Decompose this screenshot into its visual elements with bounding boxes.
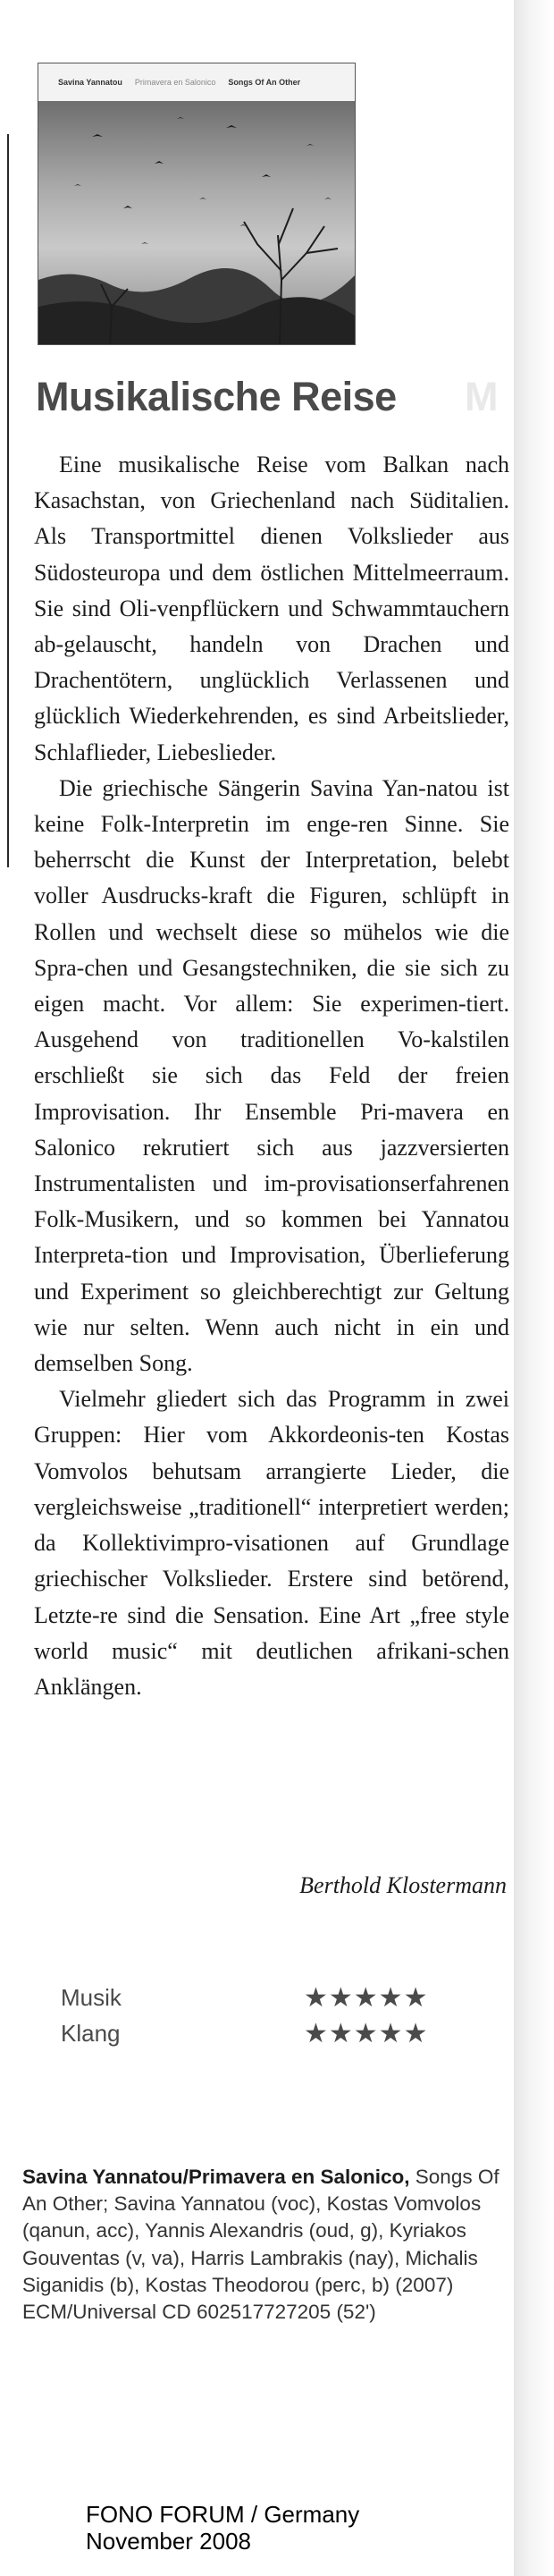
cover-title-strip <box>38 63 355 101</box>
left-margin-rule <box>7 134 9 867</box>
rating-label-klang: Klang <box>61 2019 121 2047</box>
footer-date: November 2008 <box>86 2528 251 2555</box>
details-text: Songs Of An Other; Savina Yannatou (voc), Kostas Vomvolos (qanun, acc), Yannis Alexandris (oud, g), Kyriakos Gouventas (v, va), Harris Lambrakis (nay), Michalis Siganidis (b), Kostas Theodorou (perc, b) (2007) <box>22 2166 499 2296</box>
rating-label-musik: Musik <box>61 1983 122 2011</box>
cover-album: Songs Of An Other <box>228 78 301 87</box>
article-title: Musikalische Reise <box>36 374 397 419</box>
rating-row-klang <box>61 2015 428 2051</box>
rating-stars-musik: ★★★★★ <box>304 1982 429 2013</box>
page-edge-shadow <box>514 0 554 2576</box>
article-paragraph-2: Die griechische Sängerin Savina Yan-natou ist keine Folk-Interpretin im enge-ren Sinne. Sie beherrscht die Kunst der Interpretation, belebt voller Ausdrucks-kraft die Figuren, schlüpft in Rollen und wechselt diese so mühelos wie die Spra-chen und Gesangstechniken, die sie sich zu eigen macht. Vor allem: Sie experimen-tiert. Ausgehend von traditionellen Vo-kalstilen erschließt sie sich das Feld der freien Improvisation. Ihr Ensemble Pri-mavera en Salonico rekrutiert sich aus jazzversierten Instrumentalisten und im-provisationserfahrenen Folk-Musikern, und so kommen bei Yannatou Interpreta-tion und Improvisation, Überlieferung und Experiment so gleichberechtigt zur Geltung wie nur selten. Wenn auch nicht in ein und demselben Song. <box>34 774 509 1377</box>
details-label: ECM/Universal CD 602517727205 (52') <box>22 2301 376 2324</box>
footer-publication: FONO FORUM / Germany <box>86 2501 360 2528</box>
article-author: Berthold Klostermann <box>299 1872 507 1898</box>
article-paragraph-1: Eine musikalische Reise vom Balkan nach Kasachstan, von Griechenland nach Süditalien. Als Transportmittel dienen Volkslieder aus Südosteuropa und dem östlichen Mittelmeerraum. Sie sind Oli-venpflückern und Schwammtauchern ab-gelauscht, handeln von Drachen und Drachentötern, unglücklich Verlassenen und glücklich Wiederkehrenden, es sind Arbeitslieder, Schlaflieder, Liebeslieder. <box>34 452 509 765</box>
article-paragraph-3: Vielmehr gliedert sich das Programm in zwei Gruppen: Hier vom Akkordeonis-ten Kostas Vomvolos behutsam arrangierte Lieder, die vergleichsweise „traditionell“ interpretiert werden; da Kollektivimpro-visationen auf Grundlage griechischer Volkslieder. Erstere sind betörend, Letzte-re sind die Sensation. Eine Art „free style world music“ mit deutlichen afrikani-schen Anklängen. <box>34 1386 509 1700</box>
album-cover <box>38 63 356 345</box>
cover-artist: Savina Yannatou <box>58 78 122 87</box>
rating-box <box>61 1980 428 2051</box>
rating-row-musik <box>61 1980 428 2015</box>
article-body <box>34 447 509 1705</box>
source-footer <box>86 2501 359 2555</box>
details-header: Savina Yannatou/Primavera en Salonico, <box>22 2166 410 2188</box>
album-details <box>22 2164 509 2326</box>
rating-stars-klang: ★★★★★ <box>304 2018 429 2048</box>
faded-next-column-letter: M <box>465 374 499 419</box>
cover-ensemble: Primavera en Salonico <box>134 78 216 87</box>
cover-photo <box>38 101 355 344</box>
